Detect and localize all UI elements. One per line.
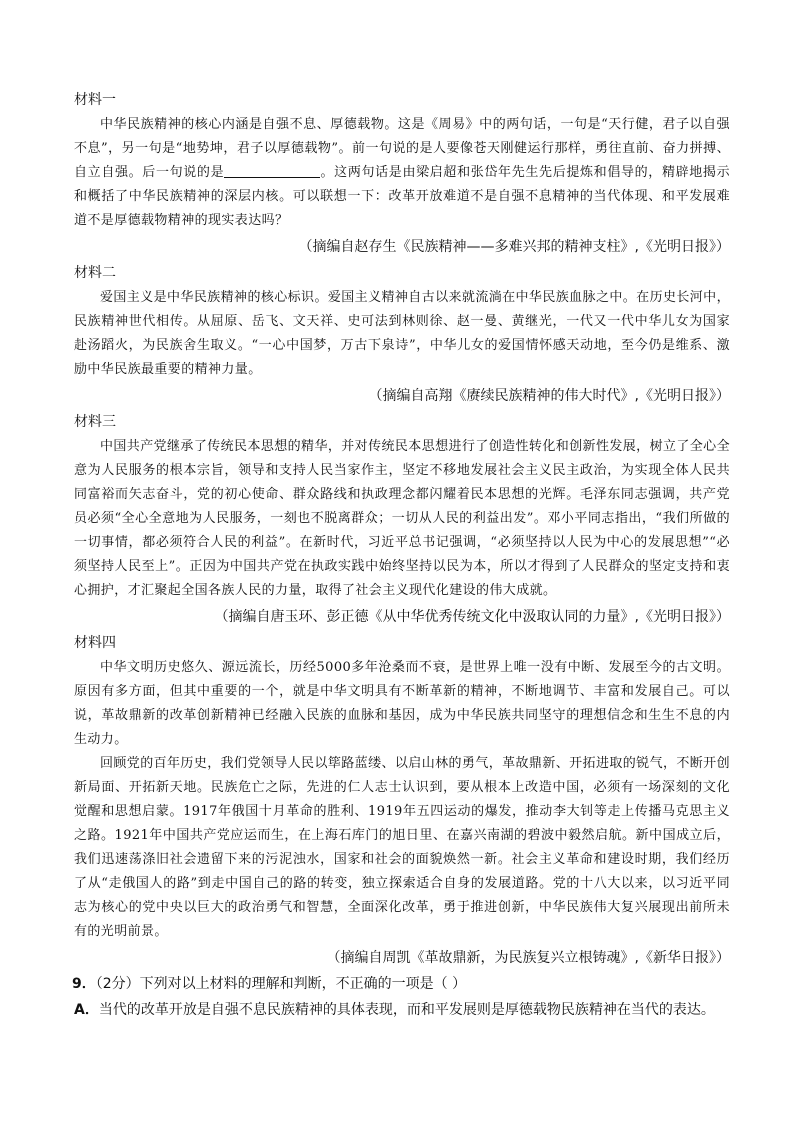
material-4-paragraph-1: 中华文明历史悠久、源远流长，历经5000多年沧桑而不衰，是世界上唯一没有中断、发展至今的古文明。原因有多方面，但其中重要的一个，就是中华文明具有不断革新的精神，不断地调节、丰富和发展自己。可以说，革故鼎新的改革创新精神已经融入民族的血脉和基因，成为中华民族共同坚守的理想信念和生生不息的内生动力。 xyxy=(74,660,730,747)
question-stem: 下列对以上材料的理解和判断，不正确的一项是（ ） xyxy=(139,976,467,992)
option-label: A． xyxy=(74,1002,99,1018)
material-4-source: （摘编自周凯《革故鼎新，为民族复兴立根铸魂》,《新华日报》） xyxy=(326,950,730,966)
material-1-title: 材料一 xyxy=(74,92,116,108)
material-3-title: 材料三 xyxy=(74,414,116,430)
material-2-title: 材料二 xyxy=(74,265,116,281)
material-1-text-before-blank: 中华民族精神的核心内涵是自强不息、厚德载物。这是《周易》中的两句话，一句是“天行健，君子以自强不息”，另一句是“地势坤，君子以厚德载物”。前一句说的是人要像苍天刚健运行那样，勇往直前、奋力拼搏、自立自强。后一句说的是 xyxy=(74,117,730,180)
material-1-text-after-blank: 。这两句话是由梁启超和张岱年先生先后提炼和倡导的，精辟地揭示和概括了中华民族精神的深层内核。可以联想一下：改革开放难道不是自强不息精神的当代体现、和平发展难道不是厚德载物精神的现实表达吗？ xyxy=(74,165,730,228)
question-option-a xyxy=(74,998,730,1022)
material-1-source: （摘编自赵存生《民族精神——多难兴邦的精神支柱》,《光明日报》） xyxy=(298,239,730,255)
material-4-paragraph-2: 回顾党的百年历史，我们党领导人民以筚路蓝缕、以启山林的勇气，革故鼎新、开拓进取的锐气，不断开创新局面、开拓新天地。民族危亡之际，先进的仁人志士认识到，要从根本上改造中国，必须有一场深刻的文化觉醒和思想启蒙。1917年俄国十月革命的胜利、1919年五四运动的爆发，推动李大钊等走上传播马克思主义之路。1921年中国共产党应运而生，在上海石库门的旭日里、在嘉兴南湖的碧波中毅然启航。新中国成立后，我们迅速荡涤旧社会遗留下来的污泥浊水，国家和社会的面貌焕然一新。社会主义革命和建设时期，我们经历了从“走俄国人的路”到走中国自己的路的转变，独立探索适合自身的发展道路。党的十八大以来，以习近平同志为核心的党中央以巨大的政治勇气和智慧，全面深化改革，勇于推进创新，中华民族伟大复兴展现出前所未有的光明前景。 xyxy=(74,756,730,939)
material-2-source: （摘编自高翔《赓续民族精神的伟大时代》,《光明日报》） xyxy=(368,388,730,404)
material-3-paragraph: 中国共产党继承了传统民本思想的精华，并对传统民本思想进行了创造性转化和创新性发展，树立了全心全意为人民服务的根本宗旨，领导和支持人民当家作主，坚定不移地发展社会主义民主政治，为实现全体人民共同富裕而矢志奋斗，党的初心使命、群众路线和执政理念都闪耀着民本思想的光辉。毛泽东同志强调，共产党员必须“全心全意地为人民服务，一刻也不脱离群众；一切从人民的利益出发”。邓小平同志指出，“我们所做的一切事情，都必须符合人民的利益”。在新时代，习近平总书记强调，“必须坚持以人民为中心的发展思想”“必须坚持人民至上”。正因为中国共产党在执政实践中始终坚持以民为本，所以才得到了人民群众的坚定支持和衷心拥护，才汇聚起全国各族人民的力量，取得了社会主义现代化建设的伟大成就。 xyxy=(74,439,730,598)
question-number: 9． xyxy=(72,976,96,992)
fill-in-blank xyxy=(224,163,320,178)
question-score: （2分） xyxy=(95,976,140,992)
material-4-title: 材料四 xyxy=(74,635,116,651)
question-9 xyxy=(72,972,730,996)
material-1-paragraph xyxy=(74,113,730,233)
option-text: 当代的改革开放是自强不息民族精神的具体表现，而和平发展则是厚德载物民族精神在当代的表达。 xyxy=(98,1002,715,1018)
document-page xyxy=(74,86,730,1022)
material-2-paragraph: 爱国主义是中华民族精神的核心标识。爱国主义精神自古以来就流淌在中华民族血脉之中。在历史长河中，民族精神世代相传。从屈原、岳飞、文天祥、史可法到林则徐、赵一曼、黄继光，一代又一代中华儿女为国家赴汤蹈火，为民族舍生取义。“一心中国梦，万古下泉诗”，中华儿女的爱国情怀感天动地，至今仍是维系、激励中华民族最重要的精神力量。 xyxy=(74,290,730,377)
material-3-source: （摘编自唐玉环、彭正德《从中华优秀传统文化中汲取认同的力量》,《光明日报》） xyxy=(214,609,730,625)
